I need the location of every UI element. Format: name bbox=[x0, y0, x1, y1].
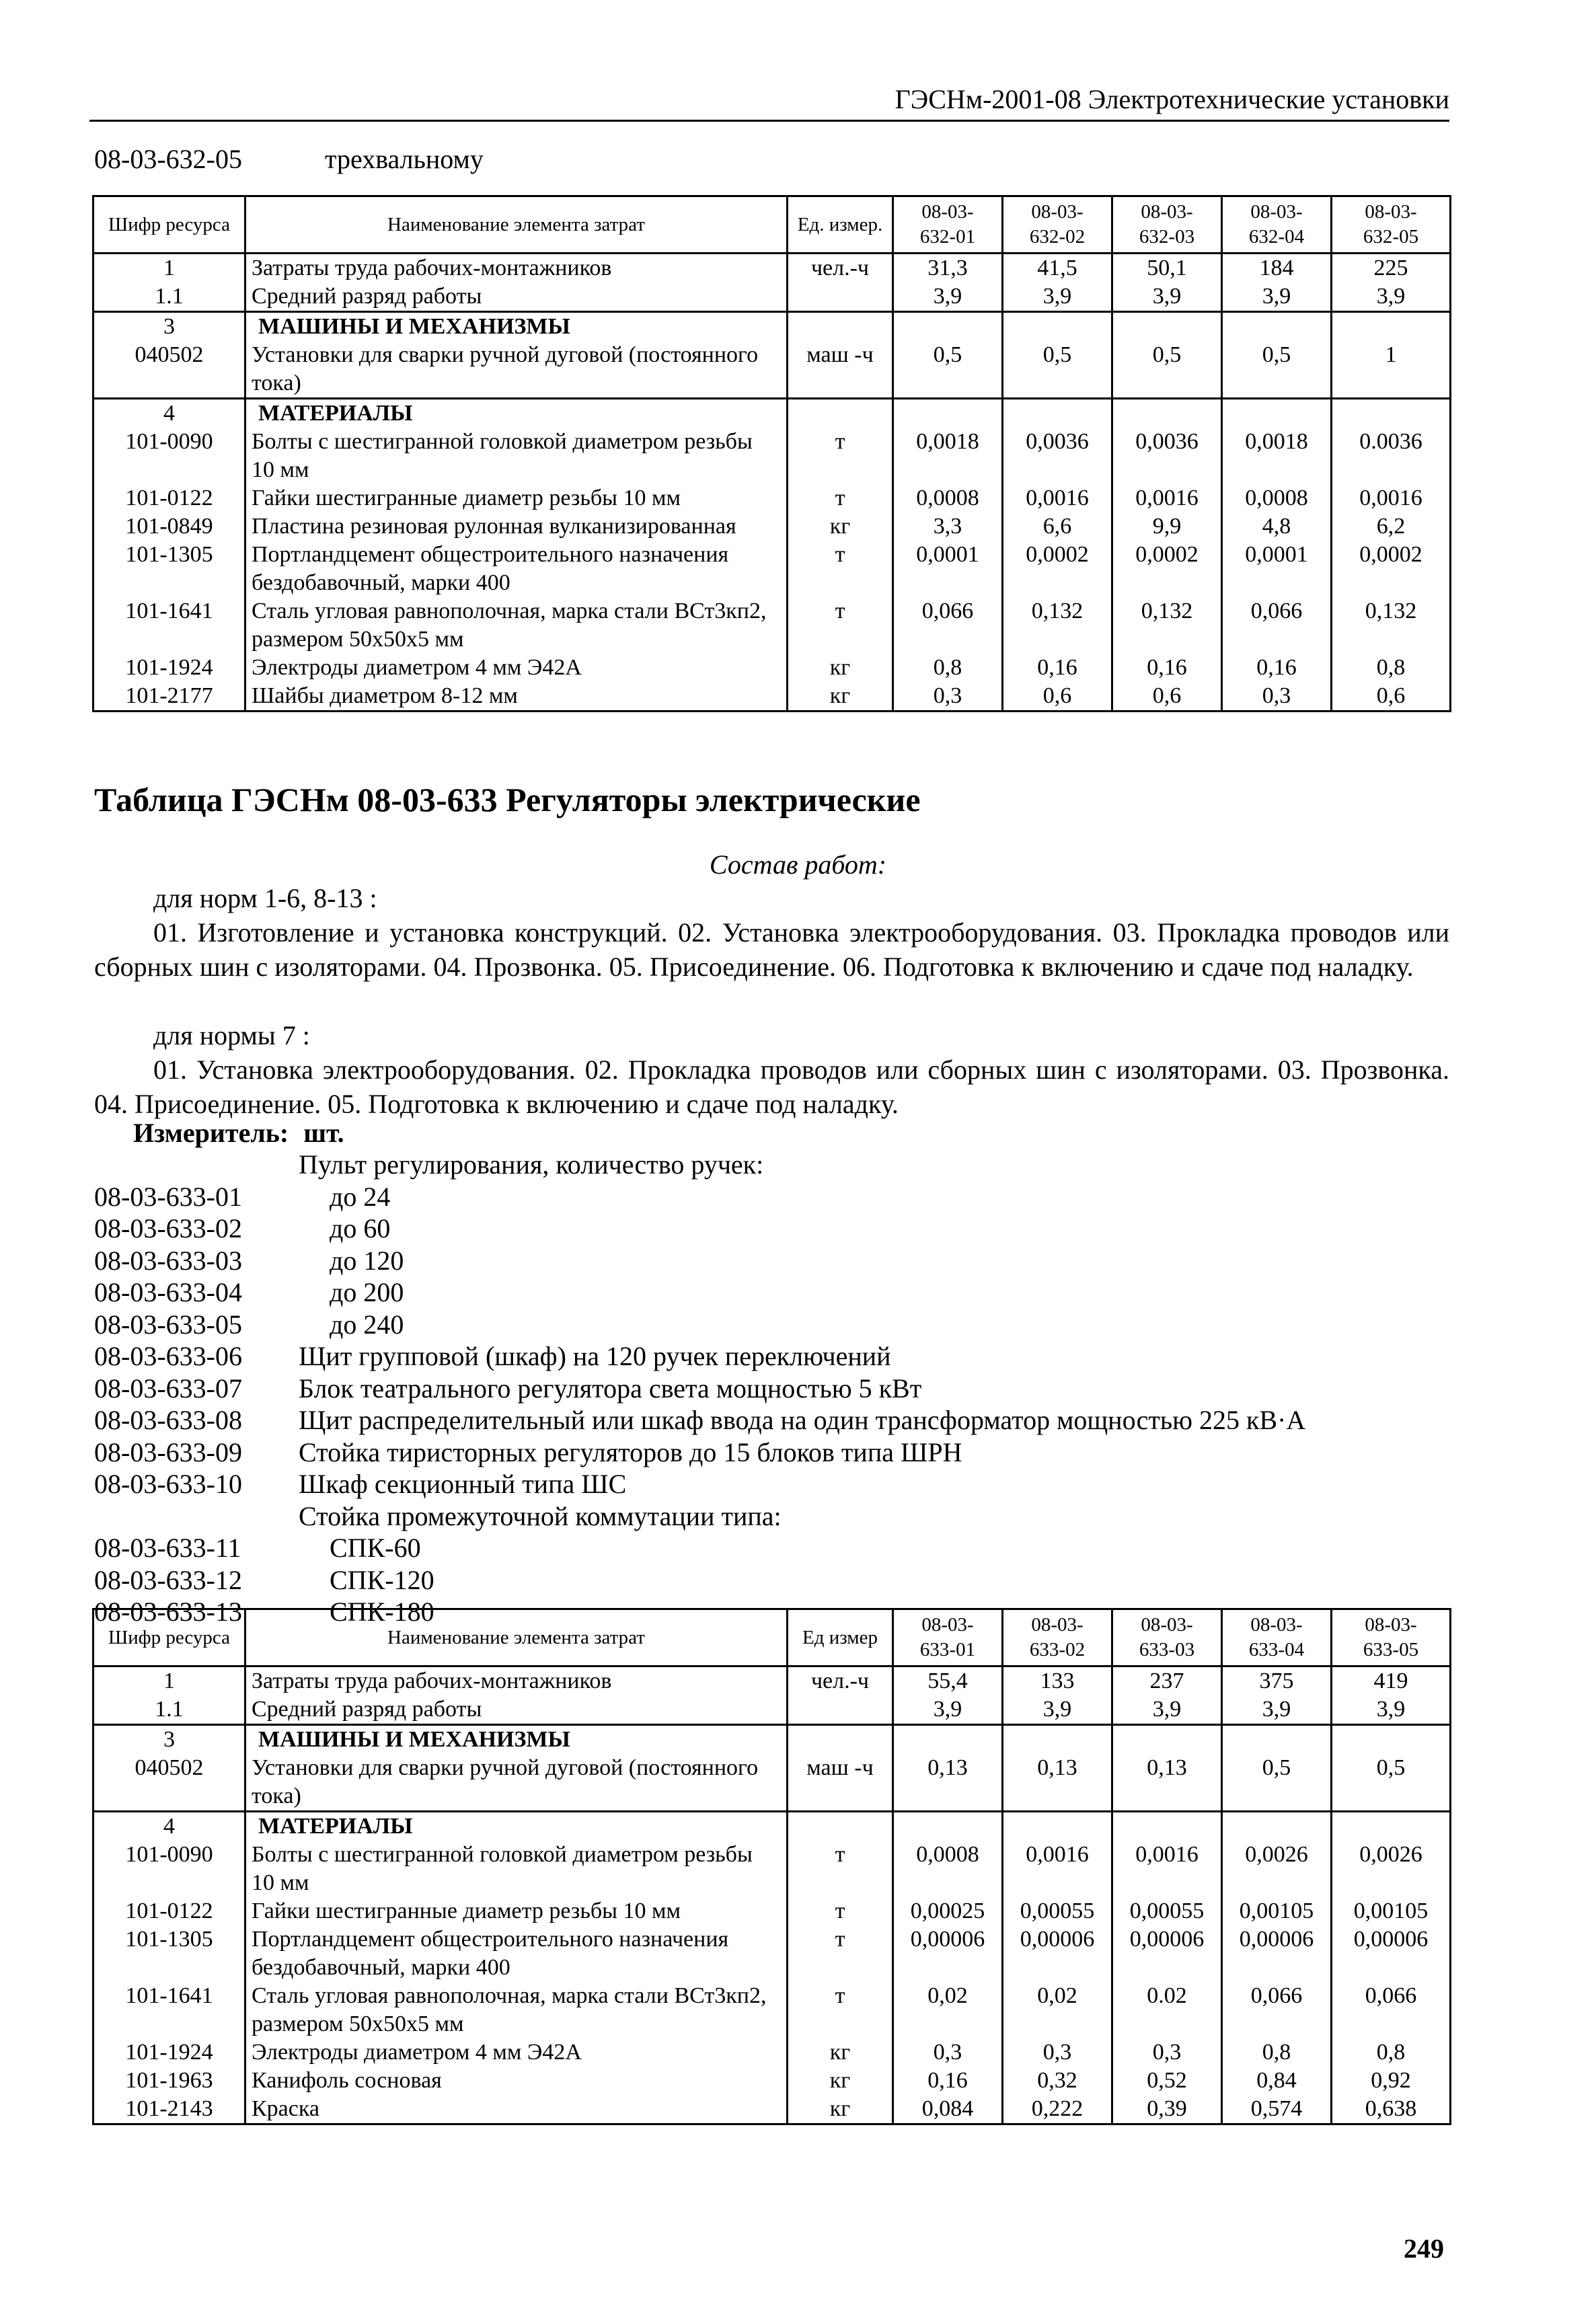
resource-code: 040502 bbox=[93, 341, 245, 399]
header-code: Шифр ресурса bbox=[93, 196, 245, 254]
norm-value: 0,5 bbox=[1222, 1754, 1332, 1812]
unit: т bbox=[788, 1982, 893, 2038]
norm-value: 0,8 bbox=[1332, 654, 1451, 682]
table-row bbox=[93, 1897, 1451, 1925]
norm-value bbox=[1222, 1725, 1332, 1755]
norm-value: 0,3 bbox=[893, 2038, 1003, 2067]
measure-unit: шт. bbox=[303, 1118, 344, 1148]
unit bbox=[788, 312, 893, 342]
norm-value: 0,0016 bbox=[1332, 484, 1451, 512]
norm-value bbox=[1332, 312, 1451, 342]
norm-code: 08-03-633-04 bbox=[94, 1277, 242, 1307]
resource-table-632 bbox=[92, 195, 1451, 712]
norm-value bbox=[1112, 399, 1222, 428]
norm-value: 0,574 bbox=[1222, 2095, 1332, 2124]
norm-value: 0,0026 bbox=[1222, 1841, 1332, 1897]
table-row bbox=[93, 654, 1451, 682]
resource-name: Гайки шестигранные диаметр резьбы 10 мм bbox=[245, 484, 788, 512]
norm-value: 0,132 bbox=[1003, 597, 1112, 654]
norm-value: 9,9 bbox=[1112, 512, 1222, 541]
norm-value: 0,6 bbox=[1112, 682, 1222, 712]
header-unit: Ед. измер. bbox=[788, 196, 893, 254]
norm-value: 0,00006 bbox=[1003, 1925, 1112, 1982]
resource-name: Шайбы диаметром 8-12 мм bbox=[245, 682, 788, 712]
table-row bbox=[93, 282, 1451, 312]
norm-value: 0,8 bbox=[1222, 2038, 1332, 2067]
norm-value: 3,9 bbox=[1222, 282, 1332, 312]
norms-group-1-label: для норм 1-6, 8-13 : bbox=[153, 883, 377, 913]
norm-value: 0,0036 bbox=[1003, 428, 1112, 484]
norm-value: 3,9 bbox=[1003, 282, 1112, 312]
norm-value: 55,4 bbox=[893, 1666, 1003, 1696]
norm-code: 08-03-633-03 bbox=[94, 1245, 242, 1276]
table-row bbox=[93, 512, 1451, 541]
resource-code: 101-0122 bbox=[93, 1897, 245, 1925]
table-row bbox=[93, 1695, 1451, 1725]
norm-value: 0,00006 bbox=[1332, 1925, 1451, 1982]
resource-name: Электроды диаметром 4 мм Э42А bbox=[245, 2038, 788, 2067]
norm-value: 0,84 bbox=[1222, 2067, 1332, 2095]
norm-value: 0,0002 bbox=[1332, 541, 1451, 597]
norm-value: 6,2 bbox=[1332, 512, 1451, 541]
resource-code: 101-1963 bbox=[93, 2067, 245, 2095]
header-norm: 08-03- 633-01 bbox=[893, 1609, 1003, 1666]
norm-code: 08-03-633-13 bbox=[94, 1597, 242, 1627]
norm-value: 0,13 bbox=[1112, 1754, 1222, 1812]
norm-value: 0,00025 bbox=[893, 1897, 1003, 1925]
resource-code: 101-0849 bbox=[93, 512, 245, 541]
norm-value bbox=[1003, 399, 1112, 428]
measure-line bbox=[133, 1117, 344, 1149]
norm-value bbox=[1112, 1812, 1222, 1841]
norm-code: 08-03-633-09 bbox=[94, 1436, 242, 1467]
resource-name: Установки для сварки ручной дуговой (постоянного тока) bbox=[245, 1754, 788, 1812]
work-group-2-text: 01. Установка электрооборудования. 02. Прокладка проводов или сборных шин с изоляторами. 03. Прозвонка. 04. Присоединение. 05. Подготовка к включению и сдаче под наладку. bbox=[94, 1055, 1449, 1119]
header-code: Шифр ресурса bbox=[93, 1609, 245, 1666]
norm-value: 0,8 bbox=[893, 654, 1003, 682]
resource-name: Затраты труда рабочих-монтажников bbox=[245, 1666, 788, 1696]
norm-value: 3,9 bbox=[1112, 1695, 1222, 1725]
unit: кг bbox=[788, 682, 893, 712]
norm-description: СПК-180 bbox=[330, 1597, 434, 1627]
norm-code: 08-03-633-05 bbox=[94, 1309, 242, 1340]
table-row bbox=[93, 541, 1451, 597]
norm-value bbox=[1112, 1725, 1222, 1755]
norm-description: СПК-60 bbox=[330, 1533, 421, 1563]
norm-code: 08-03-633-11 bbox=[94, 1533, 241, 1563]
norm-value: 0,3 bbox=[1003, 2038, 1112, 2067]
norm-code: 08-03-633-06 bbox=[94, 1341, 242, 1371]
unit: кг bbox=[788, 2095, 893, 2124]
norm-value: 0,02 bbox=[893, 1982, 1003, 2038]
resource-name: Болты с шестигранной головкой диаметром резьбы 10 мм bbox=[245, 428, 788, 484]
norm-value: 41,5 bbox=[1003, 254, 1112, 283]
norm-value: 0,0016 bbox=[1003, 1841, 1112, 1897]
norm-value: 0,066 bbox=[893, 597, 1003, 654]
unit: т bbox=[788, 484, 893, 512]
norm-description: до 200 bbox=[330, 1277, 404, 1307]
norm-value bbox=[893, 399, 1003, 428]
norm-value bbox=[893, 1812, 1003, 1841]
norm-code: 08-03-633-07 bbox=[94, 1373, 242, 1404]
norm-value: 0,00006 bbox=[893, 1925, 1003, 1982]
continuation-code: 08-03-632-05 bbox=[94, 144, 242, 174]
table-row bbox=[93, 2095, 1451, 2124]
norm-value: 3,9 bbox=[893, 1695, 1003, 1725]
norm-value: 0,3 bbox=[1112, 2038, 1222, 2067]
norm-value: 0,066 bbox=[1222, 1982, 1332, 2038]
unit: т bbox=[788, 597, 893, 654]
table-row bbox=[93, 1982, 1451, 2038]
norm-value: 0,39 bbox=[1112, 2095, 1222, 2124]
resource-name: Затраты труда рабочих-монтажников bbox=[245, 254, 788, 283]
norm-value: 0,00006 bbox=[1112, 1925, 1222, 1982]
norm-value: 0.0036 bbox=[1332, 428, 1451, 484]
unit: кг bbox=[788, 654, 893, 682]
norm-value: 0,3 bbox=[1222, 682, 1332, 712]
section-title: МАТЕРИАЛЫ bbox=[245, 399, 788, 428]
running-header: ГЭСНм-2001-08 Электротехнические установки bbox=[895, 84, 1449, 114]
header-unit: Ед измер bbox=[788, 1609, 893, 1666]
norm-value: 3,9 bbox=[1222, 1695, 1332, 1725]
norm-value: 0,0018 bbox=[1222, 428, 1332, 484]
norm-value: 3,9 bbox=[1003, 1695, 1112, 1725]
norm-value bbox=[1332, 399, 1451, 428]
norm-description: Стойка промежуточной коммутации типа: bbox=[299, 1500, 782, 1531]
work-composition-heading: Состав работ: bbox=[709, 849, 887, 880]
section-title: МАШИНЫ И МЕХАНИЗМЫ bbox=[245, 312, 788, 342]
norm-value: 0,132 bbox=[1332, 597, 1451, 654]
resource-name: Краска bbox=[245, 2095, 788, 2124]
norm-value bbox=[1222, 1812, 1332, 1841]
resource-code: 1.1 bbox=[93, 282, 245, 312]
resource-code: 101-1924 bbox=[93, 654, 245, 682]
header-norm: 08-03- 632-04 bbox=[1222, 196, 1332, 254]
resource-name: Канифоль сосновая bbox=[245, 2067, 788, 2095]
norm-value: 3,9 bbox=[1332, 1695, 1451, 1725]
resource-name: Средний разряд работы bbox=[245, 282, 788, 312]
header-norm: 08-03- 633-05 bbox=[1332, 1609, 1451, 1666]
norm-value: 3,9 bbox=[1332, 282, 1451, 312]
norm-value: 1 bbox=[1332, 341, 1451, 399]
norm-value: 0,066 bbox=[1222, 597, 1332, 654]
norm-code: 08-03-633-01 bbox=[94, 1181, 242, 1212]
table-row bbox=[93, 2067, 1451, 2095]
norm-value: 0,00055 bbox=[1003, 1897, 1112, 1925]
unit: кг bbox=[788, 512, 893, 541]
norm-value: 0,32 bbox=[1003, 2067, 1112, 2095]
norm-value: 0,52 bbox=[1112, 2067, 1222, 2095]
norm-value: 0,13 bbox=[1003, 1754, 1112, 1812]
resource-name: Электроды диаметром 4 мм Э42А bbox=[245, 654, 788, 682]
unit: кг bbox=[788, 2038, 893, 2067]
norm-value: 237 bbox=[1112, 1666, 1222, 1696]
norm-description: до 240 bbox=[330, 1309, 404, 1340]
norm-value: 0,00105 bbox=[1332, 1897, 1451, 1925]
norm-value: 0,0002 bbox=[1112, 541, 1222, 597]
norm-value: 0,0008 bbox=[893, 1841, 1003, 1897]
norm-code: 08-03-633-12 bbox=[94, 1564, 242, 1595]
table-row bbox=[93, 597, 1451, 654]
unit: чел.-ч bbox=[788, 254, 893, 283]
unit: т bbox=[788, 1897, 893, 1925]
norm-value: 0,5 bbox=[1332, 1754, 1451, 1812]
header-norm: 08-03- 633-04 bbox=[1222, 1609, 1332, 1666]
resource-code: 101-2143 bbox=[93, 2095, 245, 2124]
norm-description: Щит распределительный или шкаф ввода на один трансформатор мощностью 225 кВ·А bbox=[299, 1405, 1306, 1435]
norm-value: 0,00105 bbox=[1222, 1897, 1332, 1925]
norm-code: 08-03-633-02 bbox=[94, 1213, 242, 1243]
header-rule bbox=[89, 120, 1449, 122]
resource-name: Портландцемент общестроительного назначения бездобавочный, марки 400 bbox=[245, 541, 788, 597]
table-row bbox=[93, 428, 1451, 484]
norm-value: 3,3 bbox=[893, 512, 1003, 541]
resource-code: 4 bbox=[93, 399, 245, 428]
norm-value bbox=[1003, 1725, 1112, 1755]
resource-code: 3 bbox=[93, 312, 245, 342]
norm-value: 375 bbox=[1222, 1666, 1332, 1696]
norm-value: 0,0001 bbox=[1222, 541, 1332, 597]
unit bbox=[788, 1725, 893, 1755]
norm-value: 0,066 bbox=[1332, 1982, 1451, 2038]
norm-value: 133 bbox=[1003, 1666, 1112, 1696]
norm-value: 0,6 bbox=[1003, 682, 1112, 712]
norms-group-2-label: для нормы 7 : bbox=[153, 1020, 310, 1050]
resource-table-633 bbox=[92, 1608, 1451, 2125]
header-norm: 08-03- 633-02 bbox=[1003, 1609, 1112, 1666]
norm-value: 0,00055 bbox=[1112, 1897, 1222, 1925]
unit: кг bbox=[788, 2067, 893, 2095]
norm-description: Щит групповой (шкаф) на 120 ручек переключений bbox=[299, 1341, 891, 1371]
resource-name: Установки для сварки ручной дуговой (постоянного тока) bbox=[245, 341, 788, 399]
resource-name: Средний разряд работы bbox=[245, 1695, 788, 1725]
norm-value: 0,0026 bbox=[1332, 1841, 1451, 1897]
norm-value: 0,0016 bbox=[1112, 1841, 1222, 1897]
resource-name: Сталь угловая равнополочная, марка стали ВСт3кп2, размером 50x50x5 мм bbox=[245, 597, 788, 654]
table-row bbox=[93, 1754, 1451, 1812]
table-row bbox=[93, 484, 1451, 512]
norm-value bbox=[1112, 312, 1222, 342]
measure-label: Измеритель: bbox=[133, 1118, 289, 1148]
norm-code: 08-03-633-10 bbox=[94, 1469, 242, 1499]
resource-code: 101-1641 bbox=[93, 1982, 245, 2038]
norm-description: Блок театрального регулятора света мощностью 5 кВт bbox=[299, 1373, 922, 1404]
norm-value: 3,9 bbox=[1112, 282, 1222, 312]
norm-value: 31,3 bbox=[893, 254, 1003, 283]
norm-value: 4,8 bbox=[1222, 512, 1332, 541]
table-row bbox=[93, 341, 1451, 399]
header-norm: 08-03- 633-03 bbox=[1112, 1609, 1222, 1666]
resource-code: 040502 bbox=[93, 1754, 245, 1812]
resource-code: 1 bbox=[93, 1666, 245, 1696]
resource-code: 101-1641 bbox=[93, 597, 245, 654]
norm-value: 0,16 bbox=[1222, 654, 1332, 682]
norm-value bbox=[1003, 1812, 1112, 1841]
resource-name: Болты с шестигранной головкой диаметром резьбы 10 мм bbox=[245, 1841, 788, 1897]
norm-value: 0,084 bbox=[893, 2095, 1003, 2124]
norm-value bbox=[1332, 1725, 1451, 1755]
resource-code: 101-1924 bbox=[93, 2038, 245, 2067]
table-row bbox=[93, 682, 1451, 712]
norm-value: 184 bbox=[1222, 254, 1332, 283]
norm-description: до 24 bbox=[330, 1181, 391, 1212]
norm-value: 0,0016 bbox=[1003, 484, 1112, 512]
table-row bbox=[93, 254, 1451, 283]
norm-value bbox=[893, 1725, 1003, 1755]
norm-description: до 60 bbox=[330, 1213, 391, 1243]
table-header-row bbox=[93, 1609, 1451, 1666]
norm-value: 0,222 bbox=[1003, 2095, 1112, 2124]
norm-value: 3,9 bbox=[893, 282, 1003, 312]
resource-code: 1.1 bbox=[93, 1695, 245, 1725]
resource-code: 101-1305 bbox=[93, 541, 245, 597]
norm-value: 0,16 bbox=[893, 2067, 1003, 2095]
header-norm: 08-03- 632-05 bbox=[1332, 196, 1451, 254]
norm-value: 0,0018 bbox=[893, 428, 1003, 484]
resource-code: 4 bbox=[93, 1812, 245, 1841]
resource-code: 101-2177 bbox=[93, 682, 245, 712]
norm-value: 0,16 bbox=[1112, 654, 1222, 682]
table-row bbox=[93, 1841, 1451, 1897]
unit bbox=[788, 399, 893, 428]
section-title: МАТЕРИАЛЫ bbox=[245, 1812, 788, 1841]
norm-value: 225 bbox=[1332, 254, 1451, 283]
norm-description: до 120 bbox=[330, 1245, 404, 1276]
resource-name: Гайки шестигранные диаметр резьбы 10 мм bbox=[245, 1897, 788, 1925]
resource-code: 1 bbox=[93, 254, 245, 283]
unit: маш -ч bbox=[788, 341, 893, 399]
resource-name: Сталь угловая равнополочная, марка стали ВСт3кп2, размером 50x50x5 мм bbox=[245, 1982, 788, 2038]
norm-description: Стойка тиристорных регуляторов до 15 блоков типа ШРН bbox=[299, 1436, 962, 1467]
unit: т bbox=[788, 541, 893, 597]
resource-code: 3 bbox=[93, 1725, 245, 1755]
norm-value bbox=[893, 312, 1003, 342]
norm-value bbox=[1222, 312, 1332, 342]
norm-value: 0,5 bbox=[1003, 341, 1112, 399]
resource-code: 101-0090 bbox=[93, 428, 245, 484]
table-row bbox=[93, 2038, 1451, 2067]
section-row bbox=[93, 1725, 1451, 1755]
header-norm: 08-03- 632-03 bbox=[1112, 196, 1222, 254]
norm-value: 0,0001 bbox=[893, 541, 1003, 597]
unit bbox=[788, 1695, 893, 1725]
table-row bbox=[93, 1925, 1451, 1982]
norm-value bbox=[1222, 399, 1332, 428]
norm-value: 0,3 bbox=[893, 682, 1003, 712]
norm-value: 0,8 bbox=[1332, 2038, 1451, 2067]
norm-value: 0,5 bbox=[893, 341, 1003, 399]
norm-value: 0,02 bbox=[1003, 1982, 1112, 2038]
norm-code: 08-03-633-08 bbox=[94, 1405, 242, 1435]
page-number: 249 bbox=[1404, 2233, 1444, 2264]
norm-value: 0,5 bbox=[1112, 341, 1222, 399]
norm-value: 0,00006 bbox=[1222, 1925, 1332, 1982]
norm-value: 0,132 bbox=[1112, 597, 1222, 654]
header-name: Наименование элемента затрат bbox=[245, 196, 788, 254]
continuation-text: трехвальному bbox=[325, 144, 484, 174]
table-header-row bbox=[93, 196, 1451, 254]
resource-name: Пластина резиновая рулонная вулканизированная bbox=[245, 512, 788, 541]
norm-value: 0.02 bbox=[1112, 1982, 1222, 2038]
resource-name: Портландцемент общестроительного назначения бездобавочный, марки 400 bbox=[245, 1925, 788, 1982]
header-norm: 08-03- 632-01 bbox=[893, 196, 1003, 254]
norm-value: 0,16 bbox=[1003, 654, 1112, 682]
resource-code: 101-0122 bbox=[93, 484, 245, 512]
unit bbox=[788, 1812, 893, 1841]
norm-value: 0,0008 bbox=[893, 484, 1003, 512]
norm-value: 419 bbox=[1332, 1666, 1451, 1696]
norm-value: 50,1 bbox=[1112, 254, 1222, 283]
norm-description: Шкаф секционный типа ШС bbox=[299, 1469, 627, 1499]
norm-value: 0,92 bbox=[1332, 2067, 1451, 2095]
norm-value: 0,13 bbox=[893, 1754, 1003, 1812]
table-title: Таблица ГЭСНм 08-03-633 Регуляторы электрические bbox=[94, 781, 921, 818]
norm-value: 0,0008 bbox=[1222, 484, 1332, 512]
table-row bbox=[93, 1666, 1451, 1696]
norm-value: 0,5 bbox=[1222, 341, 1332, 399]
section-title: МАШИНЫ И МЕХАНИЗМЫ bbox=[245, 1725, 788, 1755]
norm-value: 0,0036 bbox=[1112, 428, 1222, 484]
unit: т bbox=[788, 1925, 893, 1982]
norm-value: 0,0016 bbox=[1112, 484, 1222, 512]
section-row bbox=[93, 1812, 1451, 1841]
norm-description: Пульт регулирования, количество ручек: bbox=[299, 1149, 764, 1180]
section-row bbox=[93, 312, 1451, 342]
unit: чел.-ч bbox=[788, 1666, 893, 1696]
resource-code: 101-1305 bbox=[93, 1925, 245, 1982]
norm-value bbox=[1003, 312, 1112, 342]
norm-value: 6,6 bbox=[1003, 512, 1112, 541]
norm-value: 0,638 bbox=[1332, 2095, 1451, 2124]
unit bbox=[788, 282, 893, 312]
section-row bbox=[93, 399, 1451, 428]
unit: т bbox=[788, 428, 893, 484]
norm-value: 0,6 bbox=[1332, 682, 1451, 712]
header-name: Наименование элемента затрат bbox=[245, 1609, 788, 1666]
work-group-1-text: 01. Изготовление и установка конструкций. 02. Установка электрооборудования. 03. Прокладка проводов или сборных шин с изоляторами. 04. Прозвонка. 05. Присоединение. 06. Подготовка к включению и сдаче под наладку. bbox=[94, 917, 1449, 982]
norm-value bbox=[1332, 1812, 1451, 1841]
norm-value: 0,0002 bbox=[1003, 541, 1112, 597]
resource-code: 101-0090 bbox=[93, 1841, 245, 1897]
unit: т bbox=[788, 1841, 893, 1897]
header-norm: 08-03- 632-02 bbox=[1003, 196, 1112, 254]
unit: маш -ч bbox=[788, 1754, 893, 1812]
norm-description: СПК-120 bbox=[330, 1564, 434, 1595]
